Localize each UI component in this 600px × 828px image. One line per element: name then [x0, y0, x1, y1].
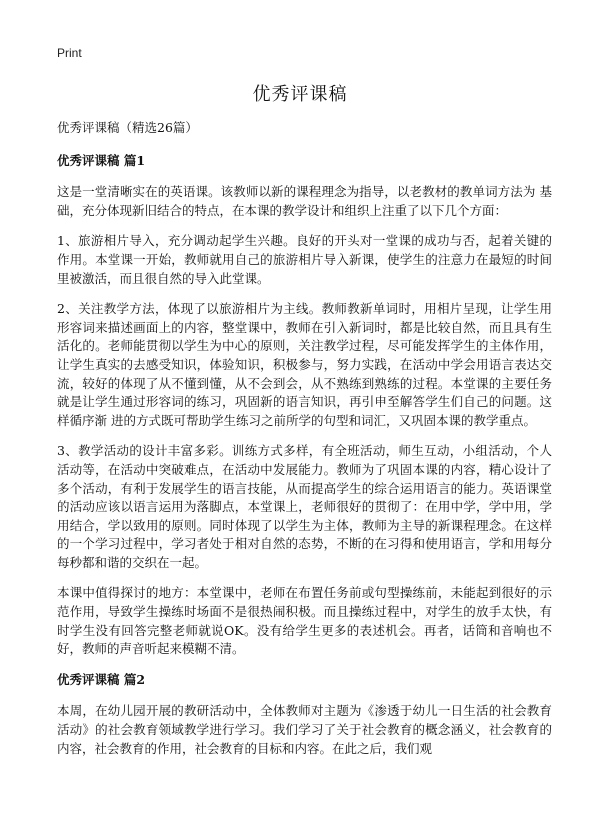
paragraph: 这是一堂清晰实在的英语课。该教师以新的课程理念为指导，以老教材的教单词方法为 基础，充分体现新旧结合的特点，在本课的教学设计和组织上注重了以下几个方面：	[57, 184, 552, 218]
document-subtitle: 优秀评课稿（精选26篇）	[57, 120, 198, 135]
paragraph: 本课中值得探讨的地方：本堂课中，老师在布置任务前或句型操练前，未能起到很好的示范作用，导致学生操练时场面不是很热闹积极。而且操练过程中，对学生的放手太快，有时学生没有回答完整老师就说OK。没有给学生更多的表述机会。再者，话筒和音响也不好，教师的声音听起来模糊不清。	[57, 585, 552, 657]
page-title: 优秀评课稿	[252, 84, 348, 105]
paragraph: 本周，在幼儿园开展的教研活动中，全体教师对主题为《渗透于幼儿一日生活的社会教育活动》的社会教育领域教学进行学习。我们学习了关于社会教育的概念涵义，社会教育的内容，社会教育的作用，社会教育的目标和内容。在此之后，我们观	[57, 703, 552, 756]
document-body	[57, 119, 552, 770]
section-heading: 优秀评课稿 篇1	[57, 152, 146, 168]
paragraph: 3、教学活动的设计丰富多彩。训练方式多样，有全班活动，师生互动，小组活动，个人活动等，在活动中突破难点，在活动中发展能力。教师为了巩固本课的内容，精心设计了多个活动，有利于发展学生的语言技能，从而提高学生的综合运用语言的能力。英语课堂的活动应该以语言运用为落脚点，本堂课上，老师很好的贯彻了：在用中学，学中用，学用结合，学以致用的原则。同时体现了以学生为主体，教师为主导的新课程理念。在这样的一个学习过程中，学习者处于相对自然的态势，不断的在习得和使用语言，学和用每分每秒都和谐的交织在一起。	[57, 443, 552, 570]
print-link[interactable]: Print	[57, 46, 82, 60]
paragraph: 1、旅游相片导入，充分调动起学生兴趣。良好的开头对一堂课的成功与否，起着关键的作用。本堂课一开始，教师就用自己的旅游相片导入新课，使学生的注意力在最短的时间里被激活，而且很自然的导入此堂课。	[57, 233, 552, 286]
paragraph: 2、关注教学方法，体现了以旅游相片为主线。教师教新单词时，用相片呈现，让学生用形容词来描述画面上的内容，整堂课中，教师在引入新词时，都是比较自然，而且具有生活化的。老师能贯彻以学生为中心的原则，关注教学过程，尽可能发挥学生的主体作用，让学生真实的去感受知识，体验知识，积极参与，努力实践，在活动中学会用语言表达交流，较好的体现了从不懂到懂，从不会到会，从不熟练到熟练的过程。本堂课的主要任务就是让学生通过形容词的练习，巩固新的语言知识，再引申至解答学生们自己的问题。这样循序渐 进的方式既可帮助学生练习之前所学的句型和词汇，又巩固本课的教学重点。	[57, 301, 552, 428]
section-heading: 优秀评课稿 篇2	[57, 671, 146, 687]
